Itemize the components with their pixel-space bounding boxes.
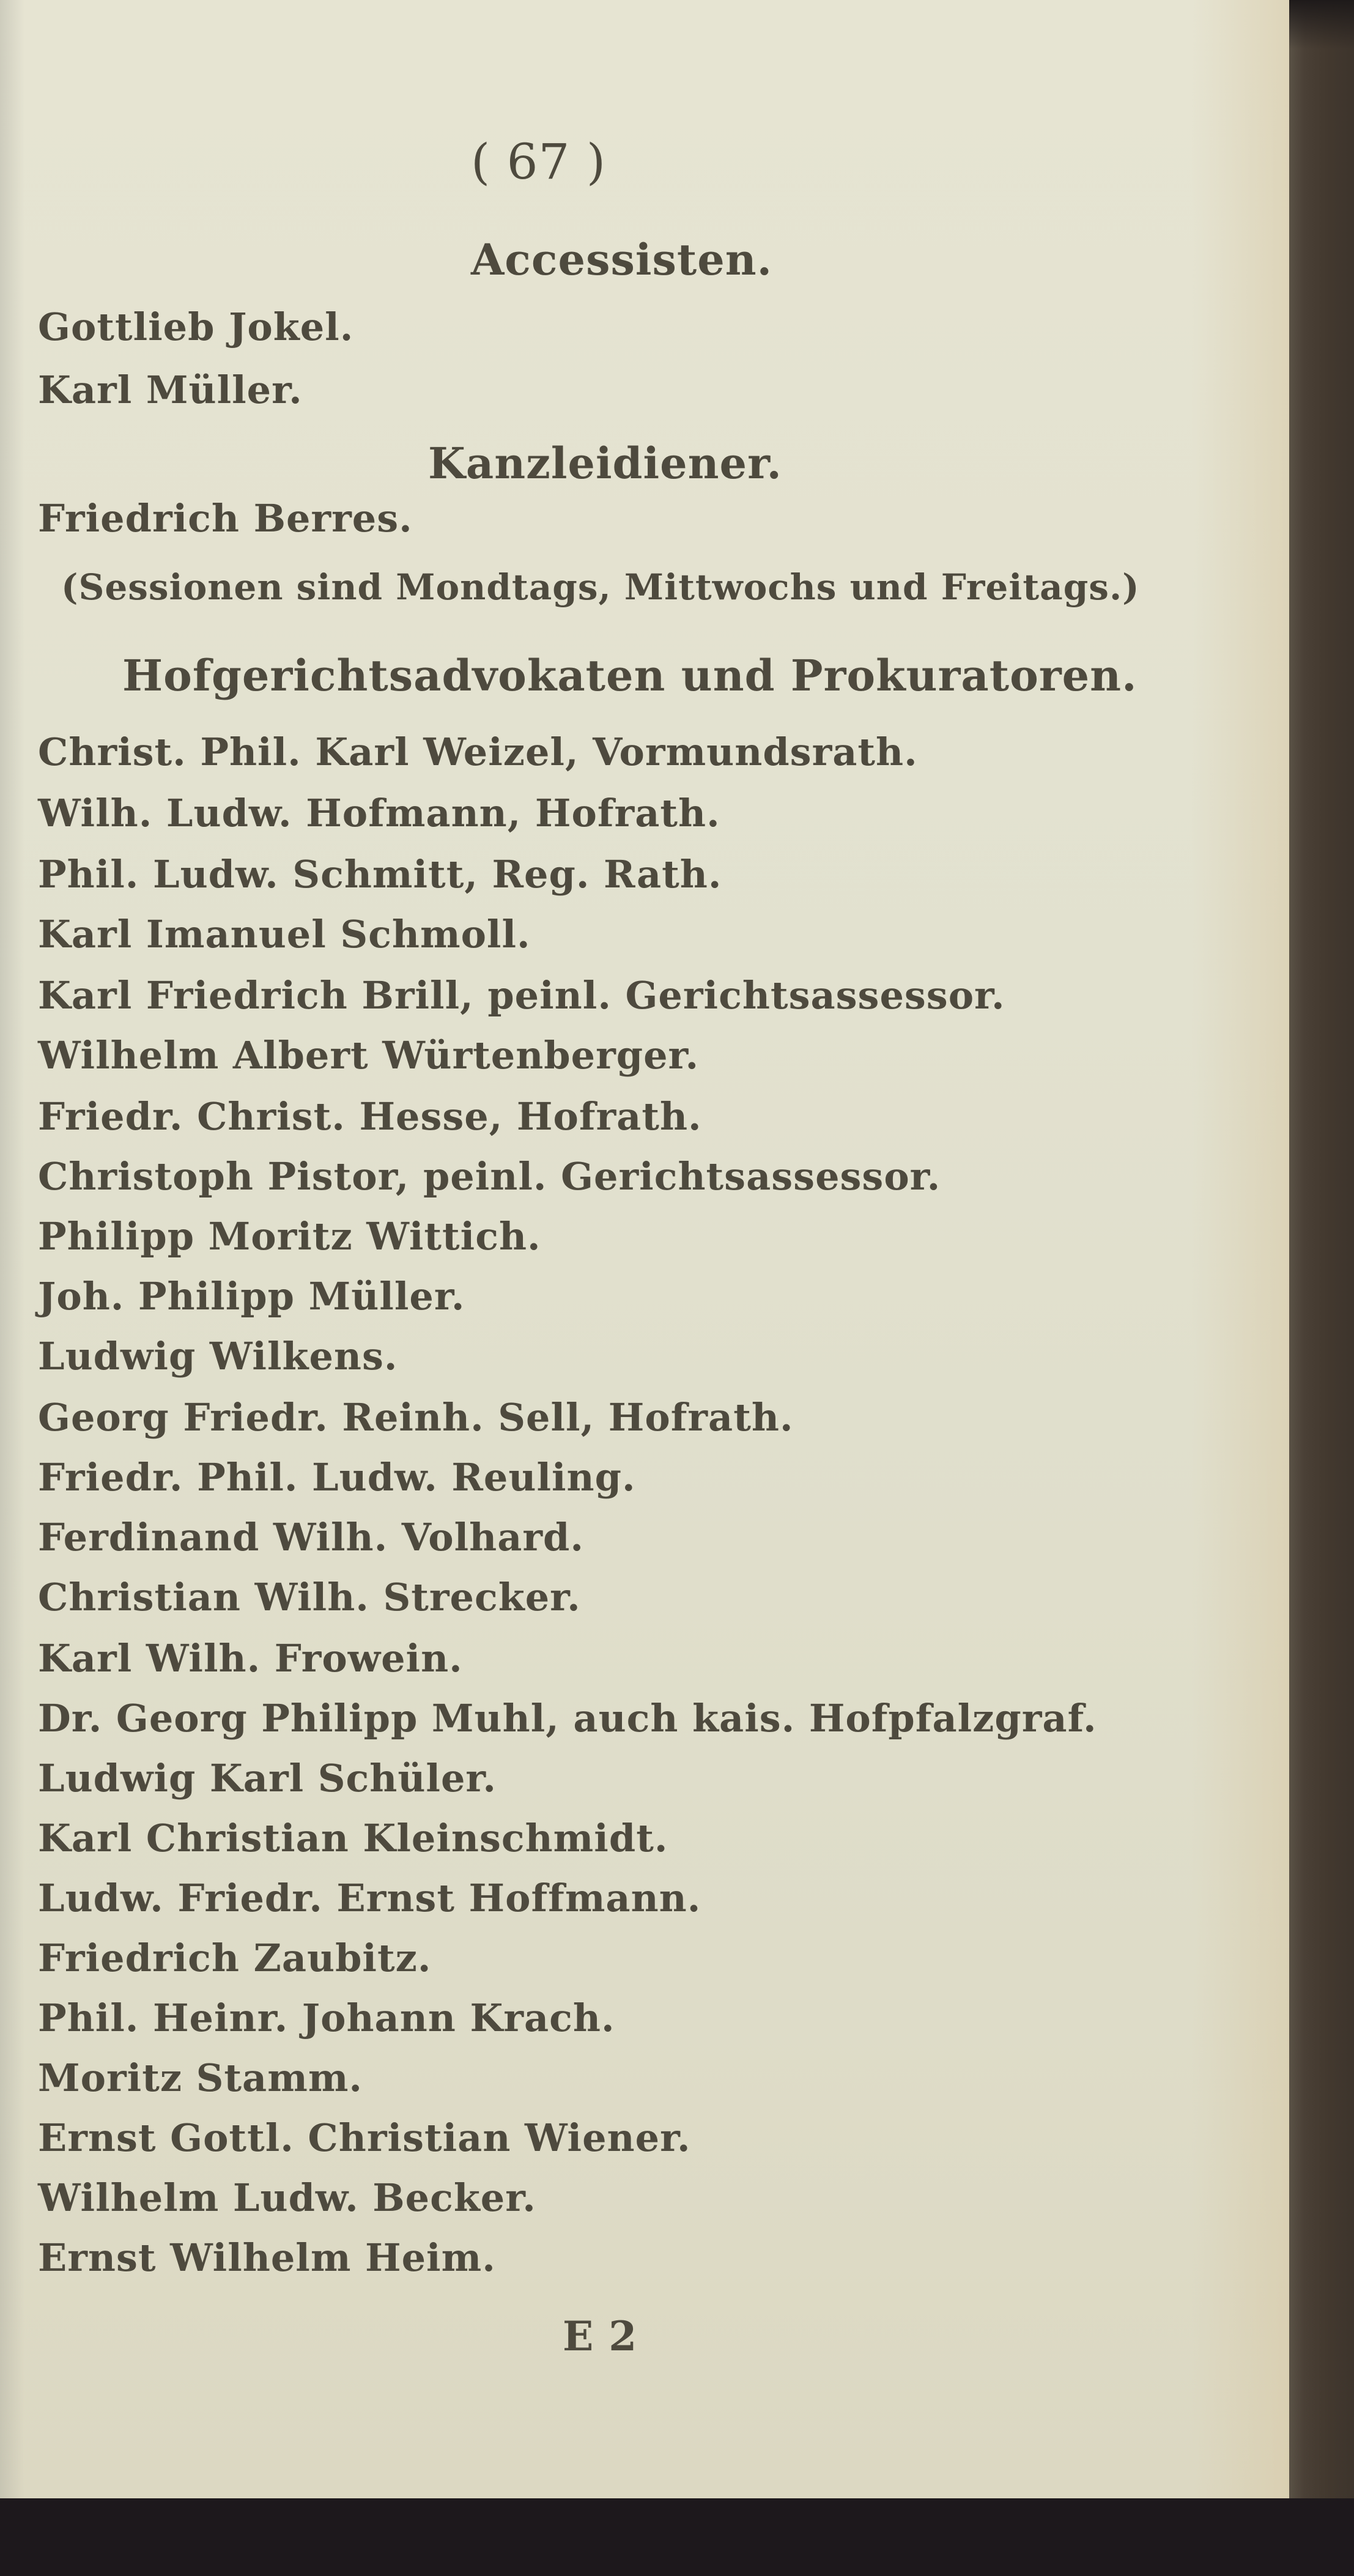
- list-item: Dr. Georg Philipp Muhl, auch kais. Hofpfalzgraf.: [38, 1696, 1097, 1741]
- list-item: Ludwig Wilkens.: [38, 1334, 398, 1379]
- list-item: Friedr. Christ. Hesse, Hofrath.: [38, 1094, 702, 1139]
- list-item: Ernst Gottl. Christian Wiener.: [38, 2115, 691, 2160]
- list-item: Ernst Wilhelm Heim.: [38, 2235, 496, 2280]
- list-item: Ludwig Karl Schüler.: [38, 1756, 497, 1801]
- signature-mark: E 2: [563, 2312, 638, 2360]
- list-item: Wilhelm Ludw. Becker.: [38, 2175, 536, 2220]
- list-item: Ludw. Friedr. Ernst Hoffmann.: [38, 1876, 701, 1920]
- list-item: Karl Wilh. Frowein.: [38, 1636, 463, 1681]
- page-number: ( 67 ): [471, 133, 607, 190]
- list-item: Phil. Ludw. Schmitt, Reg. Rath.: [38, 852, 722, 897]
- list-item: Philipp Moritz Wittich.: [38, 1214, 541, 1259]
- list-item: Karl Christian Kleinschmidt.: [38, 1816, 668, 1860]
- list-item: Karl Müller.: [38, 368, 303, 412]
- list-item: Wilhelm Albert Würtenberger.: [38, 1033, 700, 1078]
- list-item: Phil. Heinr. Johann Krach.: [38, 1996, 615, 2040]
- section-heading-hofgerichtsadvokaten: Hofgerichtsadvokaten und Prokuratoren.: [122, 650, 1138, 701]
- list-item: Moritz Stamm.: [38, 2056, 363, 2100]
- list-item: Karl Friedrich Brill, peinl. Gerichtsassessor.: [38, 973, 1005, 1018]
- list-item: Ferdinand Wilh. Volhard.: [38, 1515, 584, 1560]
- spine-shadow: [1289, 0, 1354, 49]
- section-heading-accessisten: Accessisten.: [471, 234, 773, 285]
- list-item: Gottlieb Jokel.: [38, 305, 354, 349]
- list-item: Joh. Philipp Müller.: [38, 1274, 465, 1319]
- list-item: Christoph Pistor, peinl. Gerichtsassessor.: [38, 1154, 941, 1199]
- list-item: Friedr. Phil. Ludw. Reuling.: [38, 1455, 636, 1500]
- list-item: Georg Friedr. Reinh. Sell, Hofrath.: [38, 1395, 794, 1440]
- list-item: Christ. Phil. Karl Weizel, Vormundsrath.: [38, 730, 918, 774]
- list-item: Christian Wilh. Strecker.: [38, 1575, 581, 1619]
- list-item: Karl Imanuel Schmoll.: [38, 912, 531, 957]
- list-item: Wilh. Ludw. Hofmann, Hofrath.: [38, 791, 720, 835]
- book-spine: [1289, 0, 1354, 2498]
- bottom-background: [0, 2498, 1354, 2576]
- list-item: Friedrich Zaubitz.: [38, 1936, 432, 1980]
- section-heading-kanzleidiener: Kanzleidiener.: [428, 438, 782, 489]
- list-item: Friedrich Berres.: [38, 496, 413, 541]
- session-note: (Sessionen sind Mondtags, Mittwochs und Freitags.): [61, 566, 1140, 608]
